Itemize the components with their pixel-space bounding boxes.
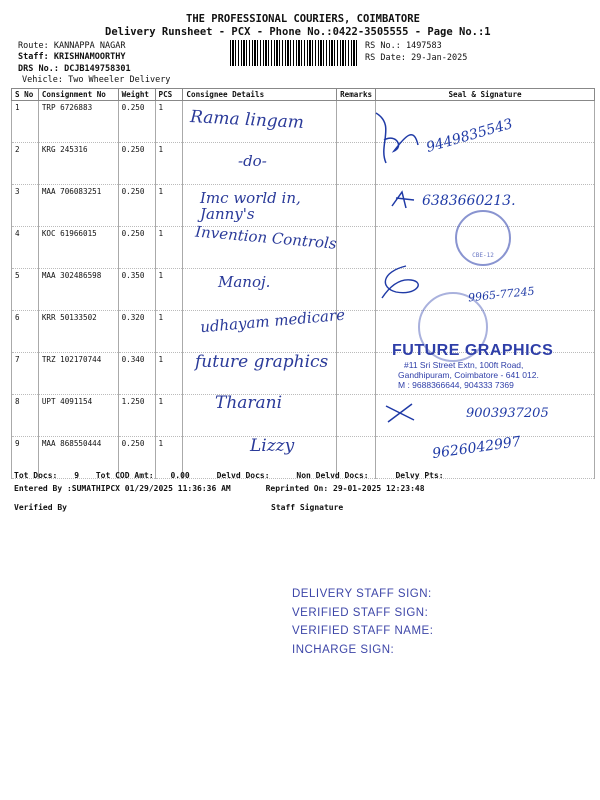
reprinted-label: Reprinted On:: [265, 484, 329, 493]
cell-sno: 6: [12, 311, 39, 353]
drs-label: DRS No.:: [18, 64, 59, 74]
vehicle-value: Two Wheeler Delivery: [68, 75, 171, 85]
cell-weight: 0.250: [118, 437, 155, 479]
cell-sno: 8: [12, 395, 39, 437]
handwritten-consignee: future graphics: [195, 352, 329, 372]
seal-cbe-text: CBE-12: [472, 252, 494, 259]
phone-number: 6383660213.: [422, 193, 516, 209]
delvy-pts-label: Delvy Pts:: [395, 471, 444, 480]
cell-sno: 7: [12, 353, 39, 395]
cell-weight: 0.350: [118, 269, 155, 311]
cell-pcs: 1: [155, 395, 183, 437]
staff-label: Staff:: [18, 52, 49, 62]
verified-staff-sign: VERIFIED STAFF SIGN:: [292, 606, 429, 619]
reprinted-value: 29-01-2025 12:23:48: [333, 484, 425, 493]
table-row: [12, 143, 595, 185]
handwritten-consignee: -do-: [238, 152, 267, 170]
drs-line: [18, 64, 131, 74]
rs-no-label: RS No.:: [365, 41, 401, 51]
route-label: Route:: [18, 41, 49, 51]
phone-number: 9003937205: [466, 406, 549, 421]
table-header-row: [12, 89, 595, 101]
cell-consignment: TRP 6726883: [38, 101, 118, 143]
future-graphics-phone: M : 9688366644, 904333 7369: [398, 380, 514, 390]
signature-stroke: [392, 192, 414, 208]
col-pcs: PCS: [155, 89, 183, 101]
rs-date-label: RS Date:: [365, 53, 406, 63]
phone-number: 9449835543: [424, 116, 515, 156]
cell-weight: 0.250: [118, 101, 155, 143]
future-graphics-address: Gandhipuram, Coimbatore - 641 012.: [398, 370, 539, 380]
handwritten-consignee: Manoj.: [218, 273, 271, 291]
totals-line: [14, 471, 444, 480]
route-line: [18, 41, 126, 51]
signature-mark: [366, 105, 426, 167]
company-title: THE PROFESSIONAL COURIERS, COIMBATORE: [186, 13, 420, 25]
tot-docs-label: Tot Docs:: [14, 471, 58, 480]
cell-consignment: KRR 50133502: [38, 311, 118, 353]
tot-cod-label: Tot COD Amt:: [95, 471, 154, 480]
cell-consignment: MAA 302486598: [38, 269, 118, 311]
entered-by-line: [14, 484, 425, 493]
cell-weight: 0.250: [118, 227, 155, 269]
signature-mark: [376, 262, 436, 302]
cell-pcs: 1: [155, 437, 183, 479]
cell-weight: 0.250: [118, 185, 155, 227]
cell-pcs: 1: [155, 185, 183, 227]
signature-stroke: [382, 266, 418, 298]
sign-stamp-block: [292, 585, 433, 659]
handwritten-consignee: Imc world in, Janny's: [200, 189, 301, 223]
signature-mark: [384, 402, 420, 424]
cell-consignment: MAA 706083251: [38, 185, 118, 227]
non-delvd-docs-label: Non Delvd Docs:: [296, 471, 369, 480]
staff-line: [18, 52, 126, 62]
delvd-docs-label: Delvd Docs:: [216, 471, 270, 480]
cell-sno: 3: [12, 185, 39, 227]
cell-sno: 1: [12, 101, 39, 143]
delivery-staff-sign: DELIVERY STAFF SIGN:: [292, 588, 432, 600]
verified-staff-name: VERIFIED STAFF NAME:: [292, 625, 434, 637]
cell-sno: 2: [12, 143, 39, 185]
rs-date-line: [365, 53, 467, 63]
phone-number: 9626042997: [431, 433, 522, 463]
handwritten-consignee: Invention Controls: [194, 222, 338, 253]
handwritten-consignee: Rama lingam: [189, 107, 305, 133]
company-seal-stamp: [455, 210, 511, 266]
entered-by-label: Entered By :: [14, 484, 72, 493]
future-graphics-name: FUTURE GRAPHICS: [392, 342, 554, 359]
cell-weight: 0.250: [118, 143, 155, 185]
phone-number: 9965-77245: [467, 284, 536, 305]
drs-value: DCJB149758301: [64, 64, 131, 74]
cell-pcs: 1: [155, 143, 183, 185]
tot-cod-value: 0.00: [170, 471, 190, 480]
cell-sno: 9: [12, 437, 39, 479]
signature-stroke: [376, 113, 418, 163]
cell-consignment: KOC 61966015: [38, 227, 118, 269]
cell-pcs: 1: [155, 101, 183, 143]
cell-consignment: UPT 4091154: [38, 395, 118, 437]
route-value: KANNAPPA NAGAR: [53, 41, 126, 51]
cell-consignment: MAA 868550444: [38, 437, 118, 479]
future-graphics-address: #11 Sri Street Extn, 100ft Road,: [404, 360, 524, 370]
col-remarks: Remarks: [337, 89, 376, 101]
verified-by: Verified By: [14, 503, 67, 512]
cell-pcs: 1: [155, 311, 183, 353]
rs-no-line: [365, 41, 442, 51]
handwritten-consignee: Tharani: [215, 393, 283, 413]
cell-sno: 5: [12, 269, 39, 311]
runsheet-subtitle: Delivery Runsheet - PCX - Phone No.:0422-3505555 - Page No.:1: [105, 26, 491, 38]
cell-sno: 4: [12, 227, 39, 269]
staff-signature: Staff Signature: [271, 503, 344, 512]
rs-date-value: 29-Jan-2025: [411, 53, 468, 63]
cell-pcs: 1: [155, 227, 183, 269]
col-sno: S No: [12, 89, 39, 101]
handwritten-consignee: Lizzy: [250, 436, 295, 456]
staff-value: KRISHNAMOORTHY: [53, 52, 126, 62]
cell-pcs: 1: [155, 353, 183, 395]
future-graphics-stamp: [392, 342, 553, 390]
col-weight: Weight: [118, 89, 155, 101]
vehicle-label: Vehicle:: [22, 75, 63, 85]
col-consignment: Consignment No: [38, 89, 118, 101]
handwritten-consignee: udhayam medicare: [199, 305, 346, 337]
vehicle-line: [22, 75, 170, 85]
entered-by-value: SUMATHIPCX 01/29/2025 11:36:36 AM: [71, 484, 231, 493]
signature-mark: [388, 188, 420, 212]
col-consignee: Consignee Details: [183, 89, 337, 101]
signature-stroke: [386, 404, 414, 422]
cell-pcs: 1: [155, 269, 183, 311]
cell-weight: 1.250: [118, 395, 155, 437]
col-seal: Seal & Signature: [376, 89, 595, 101]
cell-weight: 0.320: [118, 311, 155, 353]
barcode: [230, 40, 358, 66]
cell-weight: 0.340: [118, 353, 155, 395]
rs-no-value: 1497583: [405, 41, 442, 51]
cell-consignment: KRG 245316: [38, 143, 118, 185]
cell-consignment: TRZ 102170744: [38, 353, 118, 395]
incharge-sign: INCHARGE SIGN:: [292, 643, 395, 656]
tot-docs-value: 9: [74, 471, 80, 480]
